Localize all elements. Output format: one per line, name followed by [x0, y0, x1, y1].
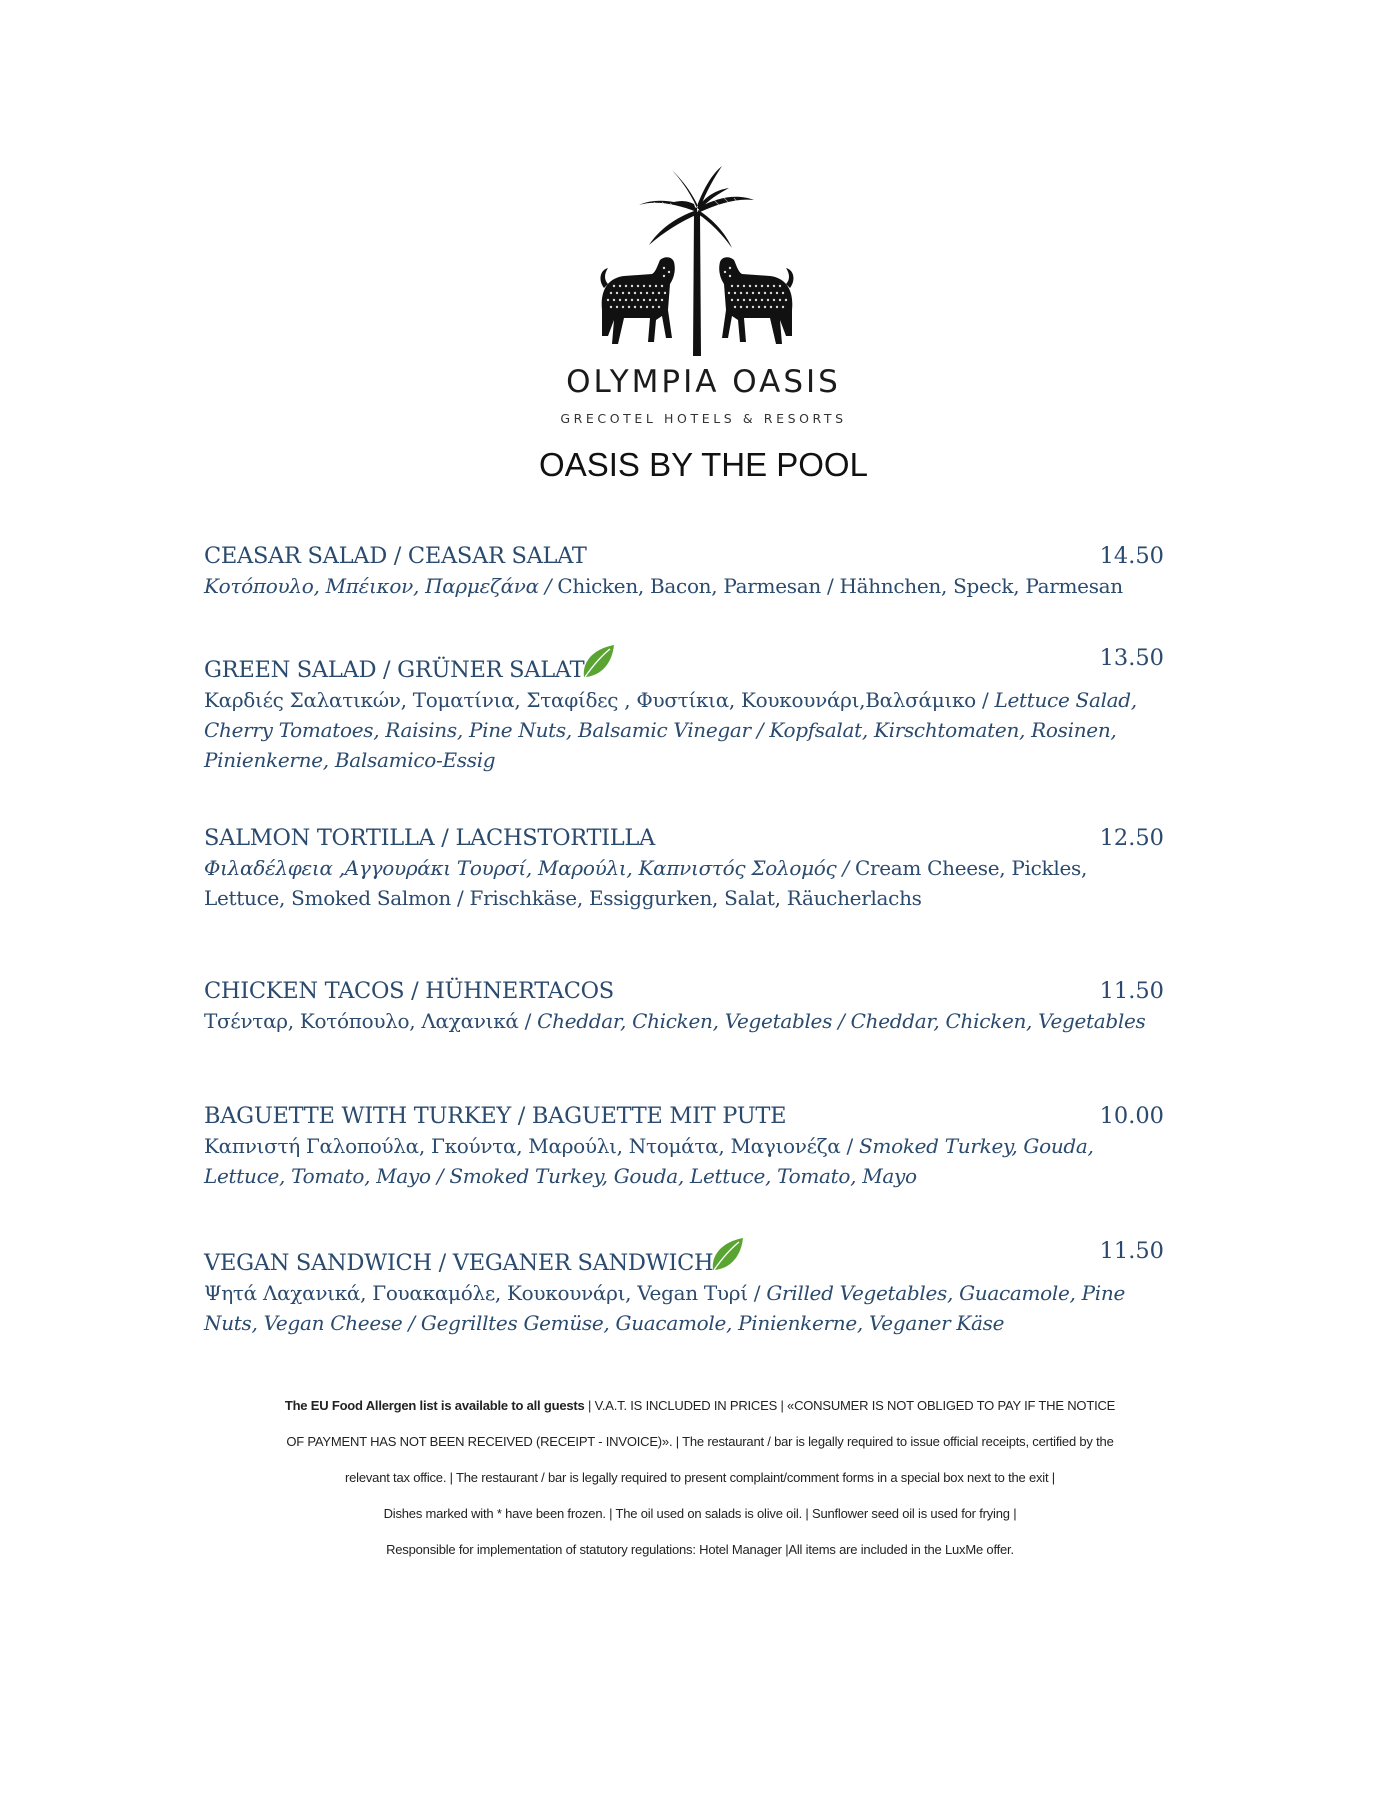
item-description-greek: Φιλαδέλφεια ,Αγγουράκι Τουρσί, Μαρούλι, Καπνιστός Σολομός /	[204, 856, 855, 880]
item-price: 10.00	[1099, 1103, 1164, 1129]
item-price: 13.50	[1099, 645, 1164, 671]
item-description	[204, 853, 1164, 913]
menu-item	[204, 1236, 1164, 1338]
item-name: CHICKEN TACOS / HÜHNERTACOS	[204, 978, 614, 1004]
item-price: 12.50	[1099, 825, 1164, 851]
item-name-row	[204, 643, 1164, 685]
item-description	[204, 1278, 1164, 1338]
menu-item	[204, 643, 1164, 775]
item-description	[204, 1131, 1164, 1191]
item-description-greek: Ψητά Λαχανικά, Γουακαμόλε, Κουκουνάρι, Vegan Τυρί /	[204, 1281, 767, 1305]
menu-title: OASIS BY THE POOL	[539, 446, 868, 483]
menu-item	[204, 1101, 1164, 1191]
item-price: 14.50	[1099, 543, 1164, 569]
item-name: GREEN SALAD / GRÜNER SALAT	[204, 657, 585, 683]
allergen-notice: The EU Food Allergen list is available to all guests	[284, 1398, 585, 1413]
legal-footer	[220, 1388, 1180, 1568]
item-description-translations: Grilled Vegetables, Guacamole, Pine Nuts, Vegan Cheese / Gegrilltes Gemüse, Guacamole, Pinienkerne, Veganer Käse	[204, 1281, 1126, 1335]
footer-line-5: Responsible for implementation of statutory regulations: Hotel Manager |All items are included in the LuxMe offer.	[386, 1542, 1014, 1557]
footer-line-4: Dishes marked with * have been frozen. | The oil used on salads is olive oil. | Sunflower seed oil is used for frying |	[383, 1506, 1017, 1521]
footer-line-1	[220, 1388, 1180, 1424]
vegan-leaf-icon	[709, 1236, 745, 1274]
item-description-greek: Καπνιστή Γαλοπούλα, Γκούντα, Μαρούλι, Ντομάτα, Μαγιονέζα /	[204, 1134, 860, 1158]
item-description-greek: Καρδιές Σαλατικών, Τοματίνια, Σταφίδες , Φυστίκια, Κουκουνάρι,Βαλσάμικο /	[204, 688, 995, 712]
brand-subtitle: GRECOTEL HOTELS & RESORTS	[560, 411, 847, 426]
item-name: BAGUETTE WITH TURKEY / BAGUETTE MIT PUTE	[204, 1103, 787, 1129]
item-description-translations: Cheddar, Chicken, Vegetables / Cheddar, Chicken, Vegetables	[537, 1009, 1146, 1033]
item-description-translations: Chicken, Bacon, Parmesan / Hähnchen, Speck, Parmesan	[557, 574, 1123, 598]
vegan-leaf-icon	[580, 643, 616, 681]
menu-item	[204, 541, 1164, 601]
palm-tree-leopards-logo-icon	[594, 160, 800, 356]
brand-name: OLYMPIA OASIS	[566, 364, 841, 400]
item-description-translations: Smoked Turkey, Gouda, Lettuce, Tomato, Mayo / Smoked Turkey, Gouda, Lettuce, Tomato, Mayo	[204, 1134, 1094, 1188]
footer-line-1-text: | V.A.T. IS INCLUDED IN PRICES | «CONSUMER IS NOT OBLIGED TO PAY IF THE NOTICE	[584, 1398, 1116, 1413]
item-description	[204, 685, 1164, 775]
item-description-translations: Lettuce Salad, Cherry Tomatoes, Raisins, Pine Nuts, Balsamic Vinegar / Kopfsalat, Kirschtomaten, Rosinen, Pinienkerne, Balsamico-Essig	[204, 688, 1137, 772]
item-name-row	[204, 1236, 1164, 1278]
item-name: VEGAN SANDWICH / VEGANER SANDWICH	[204, 1250, 714, 1276]
item-description	[204, 571, 1164, 601]
item-description	[204, 1006, 1164, 1036]
item-description-translations: Cream Cheese, Pickles, Lettuce, Smoked Salmon / Frischkäse, Essiggurken, Salat, Räucherlachs	[204, 856, 1088, 910]
item-price: 11.50	[1099, 978, 1164, 1004]
menu-item	[204, 823, 1164, 913]
item-name: CEASAR SALAD / CEASAR SALAT	[204, 543, 587, 569]
item-description-greek: Κοτόπουλο, Μπέικον, Παρμεζάνα /	[204, 574, 558, 598]
footer-line-3: relevant tax office. | The restaurant / bar is legally required to present complaint/comment forms in a special box next to the exit |	[344, 1470, 1055, 1485]
footer-line-2: OF PAYMENT HAS NOT BEEN RECEIVED (RECEIPT - INVOICE)». | The restaurant / bar is legally required to issue official receipts, certified by the	[286, 1434, 1114, 1449]
item-name: SALMON TORTILLA / LACHSTORTILLA	[204, 825, 656, 851]
item-description-greek: Τσένταρ, Κοτόπουλο, Λαχανικά /	[204, 1009, 538, 1033]
item-price: 11.50	[1099, 1238, 1164, 1264]
menu-item	[204, 976, 1164, 1036]
